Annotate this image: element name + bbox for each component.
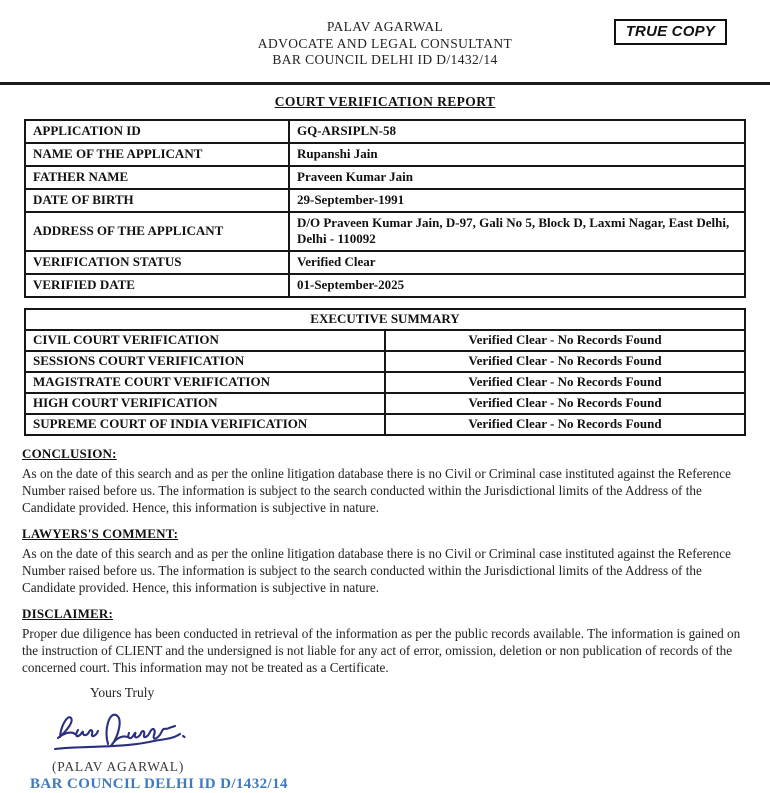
table-row (25, 143, 745, 166)
table-row (25, 393, 745, 414)
summary-title-row (25, 309, 745, 330)
yours-truly-text: Yours Truly (90, 685, 155, 700)
row-label: APPLICATION ID (25, 120, 289, 143)
text-section (22, 606, 748, 676)
true-copy-stamp: TRUE COPY (614, 19, 727, 45)
row-value: GQ-ARSIPLN-58 (289, 120, 745, 143)
row-label: NAME OF THE APPLICANT (25, 143, 289, 166)
header-divider-rule (0, 82, 770, 85)
section-heading: CONCLUSION: (22, 446, 117, 461)
table-row (25, 274, 745, 297)
row-value: Verified Clear (289, 251, 745, 274)
table-row (25, 251, 745, 274)
row-value: D/O Praveen Kumar Jain, D-97, Gali No 5, Block D, Laxmi Nagar, East Delhi, Delhi - 110092 (289, 212, 745, 251)
table-row (25, 212, 745, 251)
table-row (25, 166, 745, 189)
row-value: Verified Clear - No Records Found (385, 372, 745, 393)
section-paragraph: Proper due diligence has been conducted in retrieval of the information as per the public records available. The information is gained on the instruction of CLIENT and the undersigned is not liable for any act of error, omission, deletion or non publication of records of the concerned court. This information may not be treated as a Certificate. (22, 626, 741, 675)
row-label: FATHER NAME (25, 166, 289, 189)
row-value: 01-September-2025 (289, 274, 745, 297)
summary-table-title: EXECUTIVE SUMMARY (25, 309, 745, 330)
row-value: Verified Clear - No Records Found (385, 393, 745, 414)
table-row (25, 372, 745, 393)
text-section (22, 526, 748, 596)
section-paragraph: As on the date of this search and as per the online litigation database there is no Civil or Criminal case instituted against the Reference Number raised before us. The information is subject to the search conducted within the Jurisdictional limits of the Address of the Candidate provided. Hence, this information is subjective in nature. (22, 466, 731, 515)
row-label: SUPREME COURT OF INDIA VERIFICATION (25, 414, 385, 435)
row-label: CIVIL COURT VERIFICATION (25, 330, 385, 351)
summary-table-body (25, 309, 745, 435)
row-value: Verified Clear - No Records Found (385, 330, 745, 351)
row-label: VERIFIED DATE (25, 274, 289, 297)
signature-image (48, 703, 770, 758)
advocate-name: PALAV AGARWAL (326, 19, 444, 34)
advocate-bar-id: BAR COUNCIL DELHI ID D/1432/14 (272, 52, 498, 67)
section-heading: DISCLAIMER: (22, 606, 114, 621)
table-row (25, 414, 745, 435)
applicant-details-table (24, 119, 746, 298)
row-value: Verified Clear - No Records Found (385, 414, 745, 435)
text-section (22, 446, 748, 516)
table-row (25, 189, 745, 212)
row-label: ADDRESS OF THE APPLICANT (25, 212, 289, 251)
page-title: COURT VERIFICATION REPORT (274, 94, 496, 109)
signer-name: (PALAV AGARWAL) (52, 759, 185, 774)
row-label: DATE OF BIRTH (25, 189, 289, 212)
row-label: MAGISTRATE COURT VERIFICATION (25, 372, 385, 393)
executive-summary-table (24, 308, 746, 436)
row-label: HIGH COURT VERIFICATION (25, 393, 385, 414)
row-value: 29-September-1991 (289, 189, 745, 212)
table-row (25, 330, 745, 351)
section-paragraph: As on the date of this search and as per the online litigation database there is no Civil or Criminal case instituted against the Reference Number raised before us. The information is subject to the search conducted within the Jurisdictional limits of the Address of the Candidate provided. Hence, this information is subjective in nature. (22, 546, 731, 595)
applicant-table-body (25, 120, 745, 297)
row-label: VERIFICATION STATUS (25, 251, 289, 274)
text-sections (22, 446, 748, 676)
table-row (25, 120, 745, 143)
bar-council-id-line: BAR COUNCIL DELHI ID D/1432/14 (30, 776, 288, 792)
row-value: Praveen Kumar Jain (289, 166, 745, 189)
row-value: Verified Clear - No Records Found (385, 351, 745, 372)
section-heading: LAWYERS'S COMMENT: (22, 526, 179, 541)
table-row (25, 351, 745, 372)
row-value: Rupanshi Jain (289, 143, 745, 166)
advocate-role: ADVOCATE AND LEGAL CONSULTANT (257, 35, 513, 51)
row-label: SESSIONS COURT VERIFICATION (25, 351, 385, 372)
signature-strokes (48, 703, 198, 753)
